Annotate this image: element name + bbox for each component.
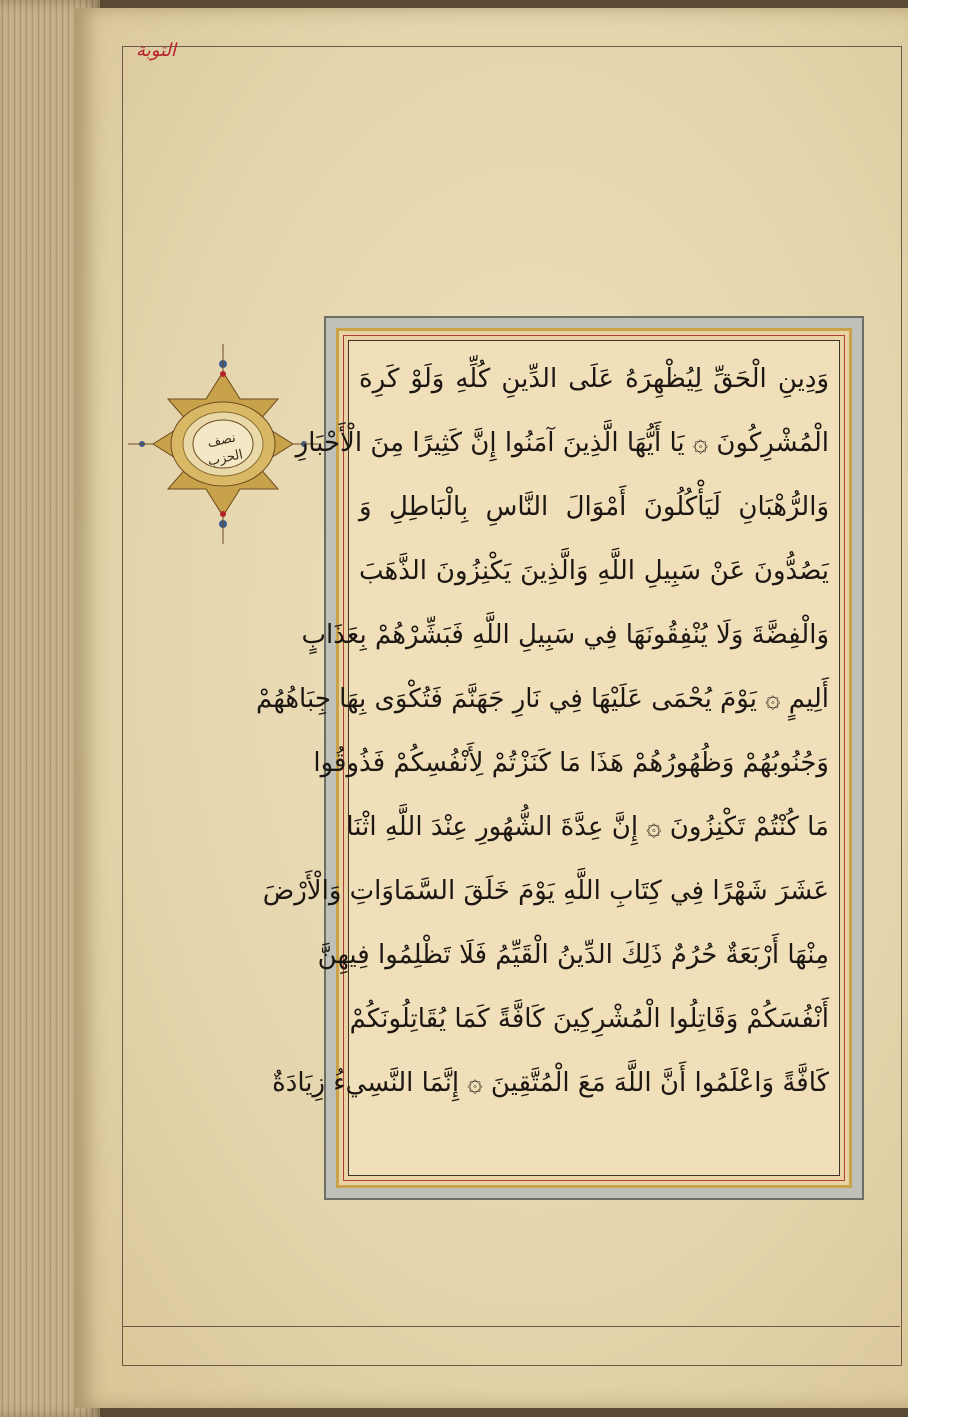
text-panel — [256, 316, 864, 1200]
text-line: مَا كُنْتُمْ تَكْنِزُونَ ۞ إِنَّ عِدَّةَ الشُّهُورِ عِنْدَ اللَّهِ اثْنَا — [346, 812, 829, 842]
text-line: الْمُشْرِكُونَ ۞ يَا أَيُّهَا الَّذِينَ آمَنُوا إِنَّ كَثِيرًا مِنَ الْأَحْبَارِ — [295, 428, 829, 458]
manuscript-page — [74, 8, 908, 1408]
text-line: عَشَرَ شَهْرًا فِي كِتَابِ اللَّهِ يَوْمَ خَلَقَ السَّمَاوَاتِ وَالْأَرْضَ — [262, 876, 829, 906]
text-line: وَجُنُوبُهُمْ وَظُهُورُهُمْ هَذَا مَا كَنَزْتُمْ لِأَنْفُسِكُمْ فَذُوقُوا — [313, 748, 829, 778]
red-rule-frame — [256, 335, 845, 1181]
text-line: مِنْهَا أَرْبَعَةٌ حُرُمٌ ذَلِكَ الدِّينُ الْقَيِّمُ فَلَا تَظْلِمُوا فِيهِنَّ — [317, 940, 829, 970]
text-line: أَلِيمٍ ۞ يَوْمَ يُحْمَى عَلَيْهَا فِي نَارِ جَهَنَّمَ فَتُكْوَى بِهَا جِبَاهُهُمْ — [256, 684, 829, 714]
scan-margin — [908, 0, 974, 1417]
text-block — [256, 340, 840, 1176]
text-line: أَنْفُسَكُمْ وَقَاتِلُوا الْمُشْرِكِينَ كَافَّةً كَمَا يُقَاتِلُونَكُمْ — [349, 1004, 829, 1034]
text-line: وَدِينِ الْحَقِّ لِيُظْهِرَهُ عَلَى الدِّينِ كُلِّهِ وَلَوْ كَرِهَ — [359, 364, 829, 394]
medallion-label: نصف الحزب — [206, 430, 245, 470]
text-line: وَالرُّهْبَانِ لَيَأْكُلُونَ أَمْوَالَ النَّاسِ بِالْبَاطِلِ وَ — [359, 492, 829, 522]
page-bottom-rule — [122, 1326, 900, 1327]
gold-frame — [256, 328, 852, 1188]
text-line: يَصُدُّونَ عَنْ سَبِيلِ اللَّهِ وَالَّذِينَ يَكْنِزُونَ الذَّهَبَ — [359, 556, 829, 586]
text-line: وَالْفِضَّةَ وَلَا يُنْفِقُونَهَا فِي سَبِيلِ اللَّهِ فَبَشِّرْهُمْ بِعَذَابٍ — [301, 620, 829, 650]
text-line: كَافَّةً وَاعْلَمُوا أَنَّ اللَّهَ مَعَ الْمُتَّقِينَ ۞ إِنَّمَا النَّسِيءُ زِيَادَةٌ — [272, 1068, 829, 1098]
chapter-header: التوبة — [136, 40, 176, 61]
